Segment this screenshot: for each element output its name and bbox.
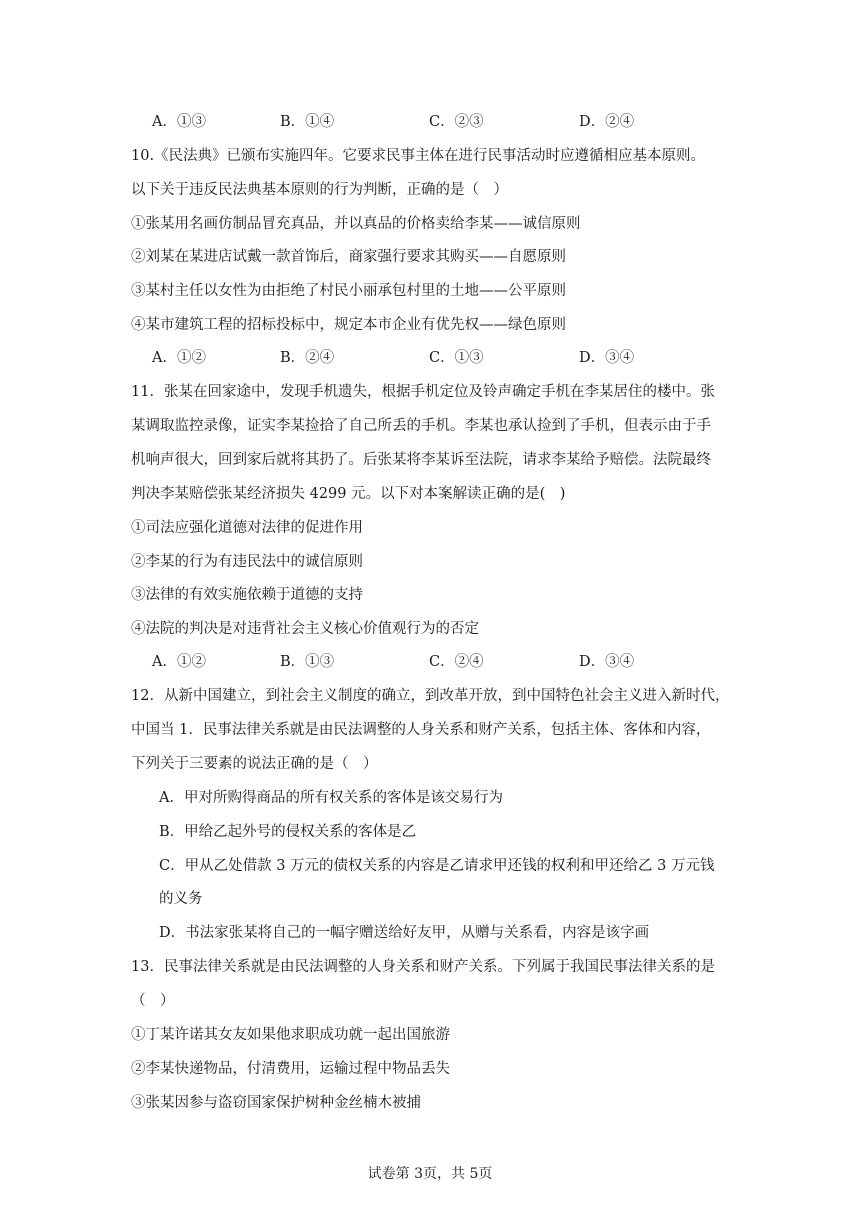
q11-option-d: D．③④	[579, 654, 635, 670]
q9-options	[152, 112, 672, 132]
page-footer: 试卷第 3页，共 5页	[367, 1166, 493, 1182]
q12-option-c: C．甲从乙处借款 3 万元的债权关系的内容是乙请求甲还钱的权利和甲还给乙 3 万元钱	[159, 858, 715, 874]
q10-option-a: A．①②	[152, 350, 206, 366]
q10-stem-line-2: 以下关于违反民法典基本原则的行为判断，正确的是（ ）	[131, 182, 508, 198]
q13-item-3: ③张某因参与盗窃国家保护树种金丝楠木被捕	[131, 1095, 421, 1111]
q12-stem-line-1: 12．从新中国建立，到社会主义制度的确立，到改革开放，到中国特色社会主义进入新时代，	[131, 688, 730, 704]
q11-option-a: A．①②	[152, 654, 206, 670]
q11-stem-line-2: 某调取监控录像，证实李某捡拾了自己所丢的手机。李某也承认捡到了手机，但表示由于手	[131, 418, 711, 434]
q11-stem-line-3: 机响声很大，回到家后就将其扔了。后张某将李某诉至法院，请求李某给予赔偿。法院最终	[131, 452, 711, 468]
q10-item-4: ④某市建筑工程的招标投标中，规定本市企业有优先权——绿色原则	[131, 317, 566, 333]
q13-item-2: ②李某快递物品，付清费用，运输过程中物品丢失	[131, 1061, 450, 1077]
q11-item-1: ①司法应强化道德对法律的促进作用	[131, 520, 363, 536]
q12-stem-line-3: 下列关于三要素的说法正确的是（ ）	[131, 756, 378, 772]
q10-option-c: C．①③	[429, 350, 484, 366]
q10-item-3: ③某村主任以女性为由拒绝了村民小丽承包村里的土地——公平原则	[131, 283, 566, 299]
q12-option-b: B．甲给乙起外号的侵权关系的客体是乙	[159, 824, 417, 840]
q11-stem-line-4: 判决李某赔偿张某经济损失 4299 元。以下对本案解读正确的是( )	[131, 486, 566, 502]
q9-option-b: B．①④	[280, 114, 335, 130]
q11-stem-line-1: 11．张某在回家途中，发现手机遗失，根据手机定位及铃声确定手机在李某居住的楼中。张	[131, 384, 715, 400]
q13-stem-line-2: （ ）	[131, 993, 175, 1009]
q12-option-a: A．甲对所购得商品的所有权关系的客体是该交易行为	[159, 790, 503, 806]
q10-option-d: D．③④	[579, 350, 635, 366]
q12-stem-line-2: 中国当 1．民事法律关系就是由民法调整的人身关系和财产关系，包括主体、客体和内容，	[131, 722, 711, 738]
q9-option-a: A．①③	[152, 114, 206, 130]
q10-item-1: ①张某用名画仿制品冒充真品，并以真品的价格卖给李某——诚信原则	[131, 216, 581, 232]
q11-options	[152, 652, 672, 672]
q11-item-2: ②李某的行为有违民法中的诚信原则	[131, 554, 363, 570]
q9-option-c: C．②③	[429, 114, 484, 130]
q13-item-1: ①丁某许诺其女友如果他求职成功就一起出国旅游	[131, 1027, 450, 1043]
q11-item-3: ③法律的有效实施依赖于道德的支持	[131, 587, 363, 603]
q13-stem-line-1: 13．民事法律关系就是由民法调整的人身关系和财产关系。下列属于我国民事法律关系的是	[131, 959, 715, 975]
q11-item-4: ④法院的判决是对违背社会主义核心价值观行为的否定	[131, 621, 479, 637]
q11-option-b: B．①③	[280, 654, 335, 670]
q10-stem-line-1: 10.《民法典》已颁布实施四年。它要求民事主体在进行民事活动时应遵循相应基本原则。	[131, 148, 706, 164]
q11-option-c: C．②④	[429, 654, 484, 670]
q12-option-d: D．书法家张某将自己的一幅字赠送给好友甲，从赠与关系看，内容是该字画	[159, 925, 650, 941]
q9-option-d: D．②④	[579, 114, 635, 130]
q10-item-2: ②刘某在某进店试戴一款首饰后，商家强行要求其购买——自愿原则	[131, 249, 566, 265]
q12-option-c-continued: 的义务	[159, 891, 203, 907]
q10-options	[152, 348, 672, 368]
q10-option-b: B．②④	[280, 350, 335, 366]
